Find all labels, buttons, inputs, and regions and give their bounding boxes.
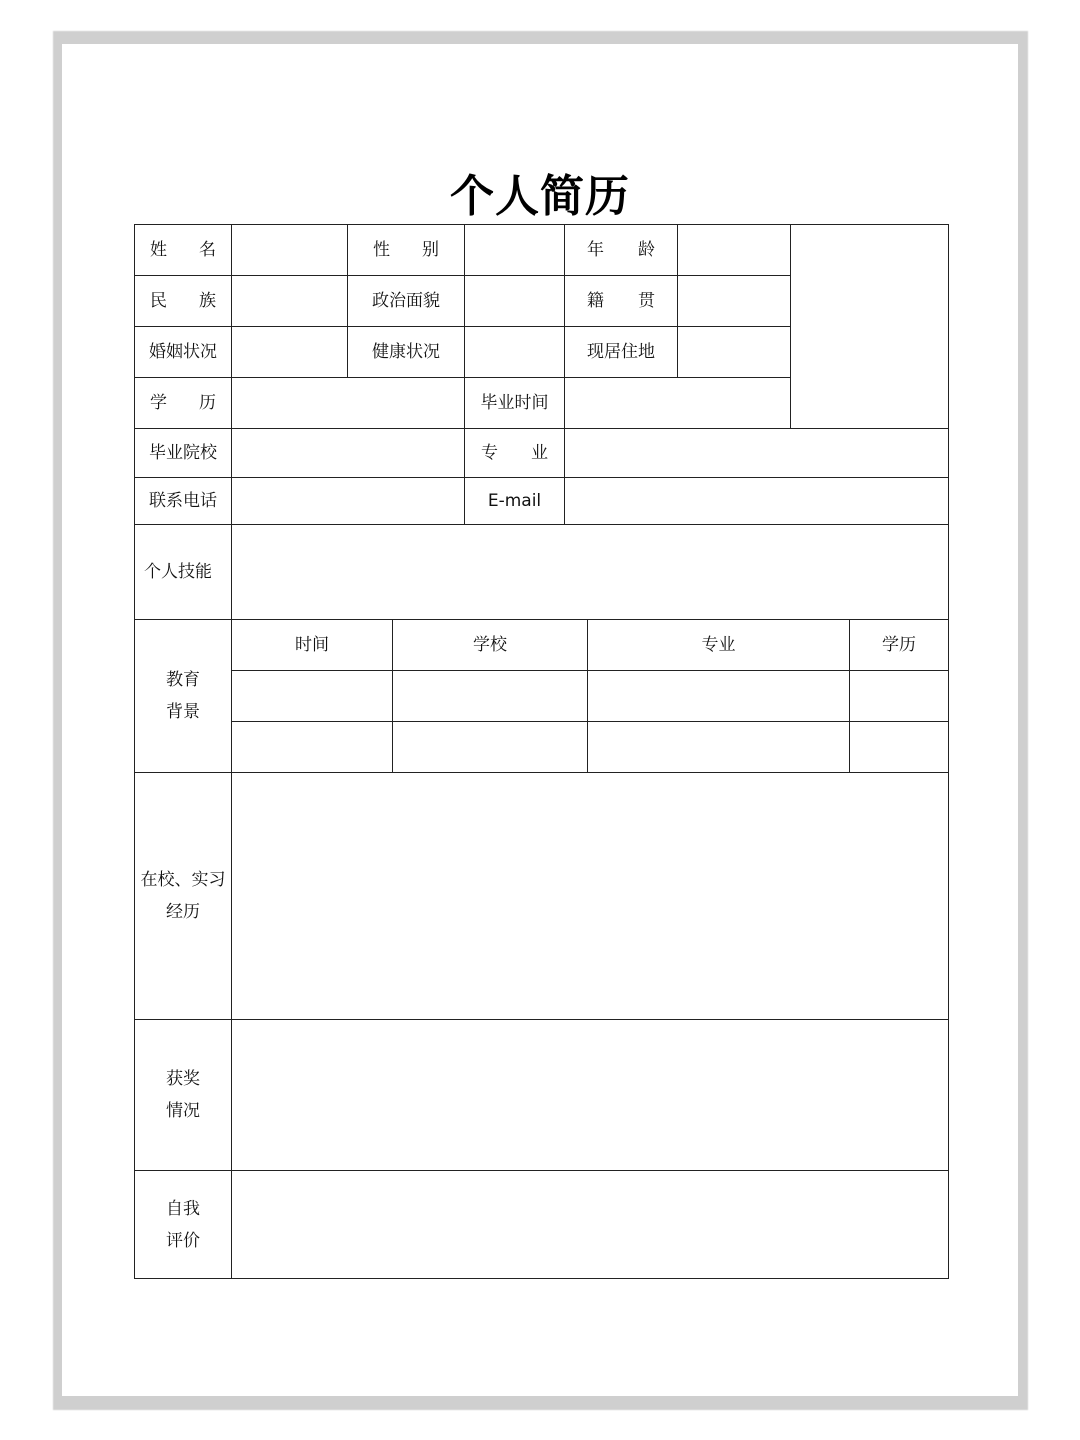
label-education-background-lines [166, 664, 200, 728]
label-skills: 个人技能 [144, 562, 212, 582]
label-line: 获奖 [166, 1069, 200, 1089]
marital-status-field[interactable] [232, 327, 347, 377]
gender-field[interactable] [465, 225, 564, 275]
label-education [135, 378, 231, 428]
label-health-status: 健康状况 [372, 342, 440, 362]
label-marital-status: 婚姻状况 [149, 342, 217, 362]
label-education-char: 学 [150, 393, 167, 413]
label-line: 经历 [166, 902, 200, 922]
label-major [465, 429, 564, 477]
label-line: 教育 [166, 670, 200, 690]
edu-row2-time-field[interactable] [232, 722, 392, 772]
edu-header-school: 学校 [473, 635, 507, 655]
edu-header-major: 专业 [701, 635, 736, 655]
label-ethnicity-char: 族 [199, 291, 216, 311]
label-experience [135, 773, 231, 1019]
label-graduation-time: 毕业时间 [480, 393, 549, 413]
label-phone: 联系电话 [149, 491, 217, 511]
table-border-right [948, 224, 949, 1279]
label-major-char: 专 [481, 443, 498, 463]
label-line: 自我 [166, 1198, 200, 1219]
label-name-char: 姓 [150, 240, 167, 260]
edu-row1-major-field[interactable] [588, 671, 849, 721]
label-gender [348, 225, 464, 275]
major-field[interactable] [565, 429, 948, 477]
label-ethnicity [135, 276, 231, 326]
label-graduation-school: 毕业院校 [149, 443, 217, 463]
edu-row2-degree-field[interactable] [850, 722, 948, 772]
label-ethnicity-char: 民 [150, 291, 167, 311]
email-field[interactable] [565, 478, 948, 524]
age-field[interactable] [678, 225, 790, 275]
edu-row2-school-field[interactable] [393, 722, 587, 772]
label-major-char: 业 [531, 443, 548, 463]
label-gender-char: 性 [373, 240, 390, 260]
label-native-place-char: 贯 [638, 291, 655, 311]
experience-field[interactable] [232, 773, 948, 1019]
edu-header-degree: 学历 [882, 635, 916, 655]
label-line: 情况 [166, 1101, 200, 1121]
photo-area[interactable] [791, 225, 948, 428]
label-line: 在校、实习 [140, 870, 226, 890]
name-field[interactable] [232, 225, 347, 275]
current-residence-field[interactable] [678, 327, 790, 377]
label-age [565, 225, 677, 275]
awards-field[interactable] [232, 1020, 948, 1170]
native-place-field[interactable] [678, 276, 790, 326]
label-line: 背景 [166, 702, 200, 722]
label-line: 评价 [166, 1230, 200, 1251]
education-field[interactable] [232, 378, 464, 428]
table-border-bottom [134, 1278, 949, 1279]
health-status-field[interactable] [465, 327, 564, 377]
label-email: E-mail [487, 491, 542, 511]
label-native-place [565, 276, 677, 326]
graduation-time-field[interactable] [565, 378, 790, 428]
label-awards-lines [166, 1063, 200, 1127]
edu-header-time: 时间 [295, 635, 329, 655]
label-education-char: 历 [199, 393, 216, 413]
label-name [135, 225, 231, 275]
label-political-status: 政治面貌 [372, 291, 440, 311]
label-current-residence: 现居住地 [587, 342, 655, 362]
label-native-place-char: 籍 [587, 291, 604, 311]
label-awards [135, 1020, 231, 1170]
edu-row1-degree-field[interactable] [850, 671, 948, 721]
phone-field[interactable] [232, 478, 464, 524]
label-self-evaluation-lines [166, 1193, 200, 1257]
edu-row1-time-field[interactable] [232, 671, 392, 721]
graduation-school-field[interactable] [232, 429, 464, 477]
self-evaluation-field[interactable] [232, 1171, 948, 1278]
label-self-evaluation [135, 1171, 231, 1278]
ethnicity-field[interactable] [232, 276, 347, 326]
label-education-background [135, 620, 231, 772]
page-title: 个人简历 [450, 171, 630, 222]
edu-row2-major-field[interactable] [588, 722, 849, 772]
edu-row1-school-field[interactable] [393, 671, 587, 721]
label-age-char: 龄 [638, 240, 655, 260]
label-name-char: 名 [199, 240, 216, 260]
label-age-char: 年 [587, 240, 604, 260]
skills-field[interactable] [232, 525, 948, 619]
label-gender-char: 别 [422, 240, 439, 260]
political-status-field[interactable] [465, 276, 564, 326]
label-experience-lines [141, 864, 226, 928]
